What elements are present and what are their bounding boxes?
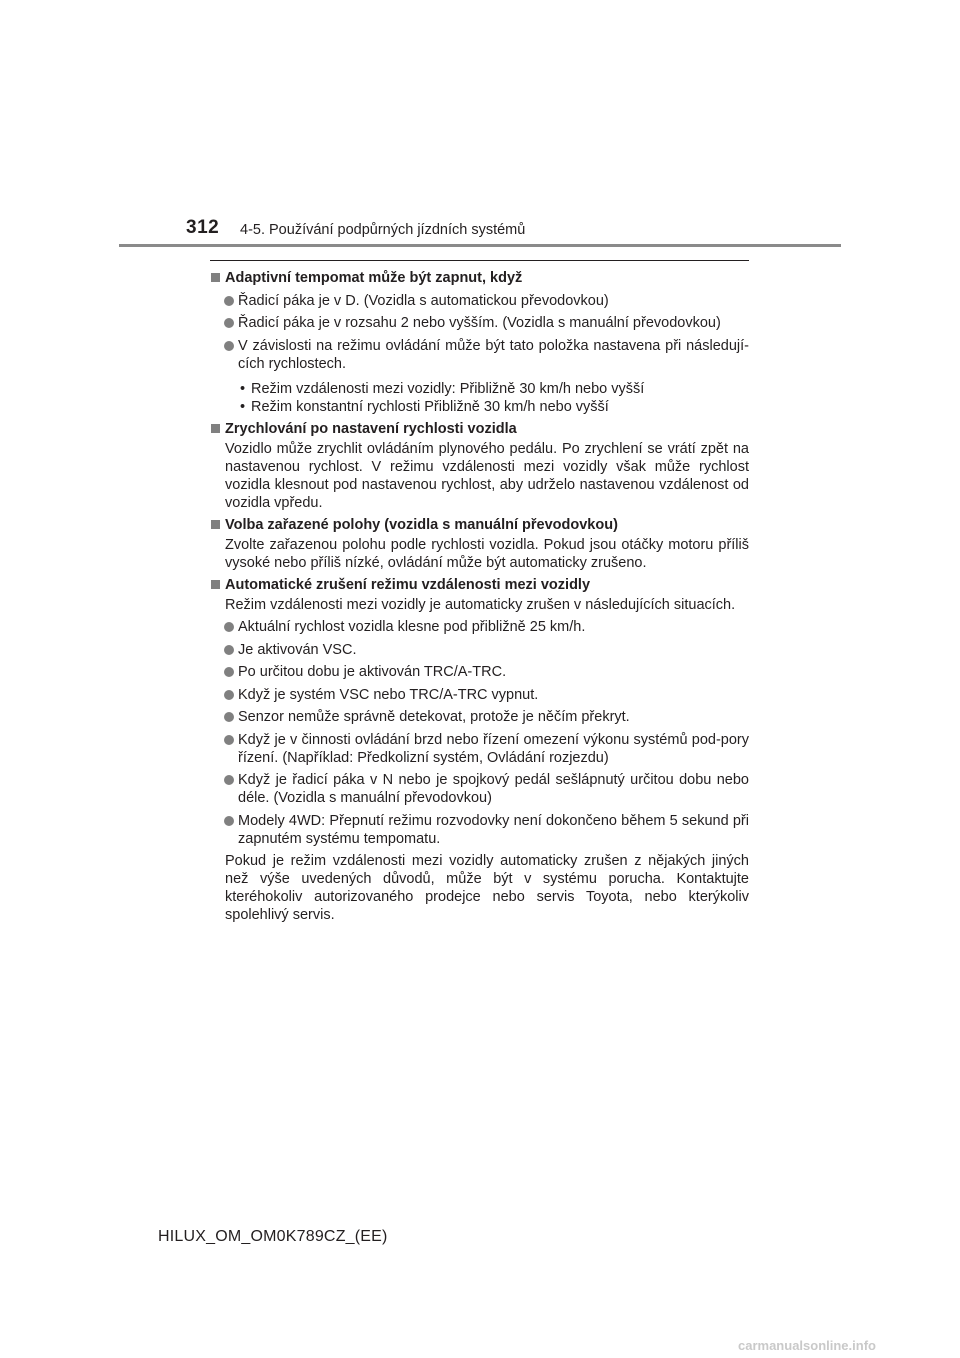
list-item-text: Po určitou dobu je aktivován TRC/A-TRC. <box>238 664 507 680</box>
circle-bullet-icon <box>224 735 234 745</box>
section-heading <box>210 420 749 438</box>
list-item <box>210 771 749 807</box>
circle-bullet-icon <box>224 712 234 722</box>
dot-bullet-icon: • <box>240 398 246 415</box>
section-heading-text: Adaptivní tempomat může být zapnut, když <box>225 270 523 286</box>
sub-list-item-text: Režim konstantní rychlosti Přibližně 30 km/h nebo vyšší <box>251 398 609 415</box>
circle-bullet-icon <box>224 296 234 306</box>
square-bullet-icon <box>211 273 220 282</box>
list-item <box>210 686 749 704</box>
section-paragraph: Režim vzdálenosti mezi vozidly je automaticky zrušen v následujících situacích. <box>225 596 736 613</box>
section-heading <box>210 516 749 534</box>
list-item <box>210 663 749 681</box>
list-item-text: Když je systém VSC nebo TRC/A-TRC vypnut. <box>238 686 539 703</box>
sub-list <box>210 380 749 416</box>
list-item <box>210 618 749 636</box>
square-bullet-icon <box>211 580 220 589</box>
watermark: carmanualsonline.info <box>738 1338 876 1353</box>
list-item <box>210 314 749 332</box>
circle-bullet-icon <box>224 775 234 785</box>
section-heading-text: Automatické zrušení režimu vzdálenosti mezi vozidly <box>225 576 591 593</box>
page-content <box>210 266 749 928</box>
dot-bullet-icon: • <box>240 380 246 397</box>
list-item-text: Je aktivován VSC. <box>238 641 357 658</box>
circle-bullet-icon <box>224 341 234 351</box>
header-rule <box>119 244 841 247</box>
list-item-text: Modely 4WD: Přepnutí režimu rozvodovky není dokončeno během 5 sekund při zapnutém systému tempomatu. <box>238 812 749 847</box>
circle-bullet-icon <box>224 667 234 677</box>
circle-bullet-icon <box>224 645 234 655</box>
sub-list-item <box>210 380 749 398</box>
section-paragraph: Vozidlo může zrychlit ovládáním plynového pedálu. Po zrychlení se vrátí zpět na nastavenou rychlost. V režimu vzdálenosti mezi vozidly však může rychlost vozidla klesnout pod nastavenou rychlost, aby udrželo nastavenou vzdálenost od vozidla vpředu. <box>225 440 749 511</box>
section-heading-text: Zrychlování po nastavení rychlosti vozidla <box>225 420 517 437</box>
list-item-text: V závislosti na režimu ovládání může být tato položka nastavena při následují-cích rychlostech. <box>238 337 749 372</box>
circle-bullet-icon <box>224 690 234 700</box>
list-item-text: Aktuální rychlost vozidla klesne pod přibližně 25 km/h. <box>238 619 586 635</box>
list-item-text: Když je v činnosti ovládání brzd nebo řízení omezení výkonu systémů pod-pory řízení. (Například: Předkolizní systém, Ovládání rozjezdu) <box>238 731 749 766</box>
square-bullet-icon <box>211 520 220 529</box>
section-title: 4-5. Používání podpůrných jízdních systémů <box>240 222 526 238</box>
sub-list-item-text: Režim vzdálenosti mezi vozidly: Přibližně 30 km/h nebo vyšší <box>251 380 645 397</box>
section-heading <box>210 576 749 594</box>
list-item <box>210 641 749 659</box>
circle-bullet-icon <box>224 622 234 632</box>
list-item <box>210 812 749 848</box>
section-heading-text: Volba zařazené polohy (vozidla s manuální převodovkou) <box>225 516 618 533</box>
page-number: 312 <box>186 217 220 238</box>
square-bullet-icon <box>211 424 220 433</box>
document-code: HILUX_OM_OM0K789CZ_(EE) <box>158 1228 388 1245</box>
sub-list-item <box>210 398 749 416</box>
section-heading <box>210 269 749 287</box>
section-paragraph: Zvolte zařazenou polohu podle rychlosti vozidla. Pokud jsou otáčky motoru příliš vysoké nebo příliš nízké, ovládání může být automaticky zrušeno. <box>225 536 749 571</box>
list-item <box>210 731 749 767</box>
closing-paragraph: Pokud je režim vzdálenosti mezi vozidly automaticky zrušen z nějakých jiných než výše uvedených důvodů, může být v systému porucha. Kontaktujte kteréhokoliv autorizovaného prodejce nebo servis Toyota, nebo kterýkoliv spolehlivý servis. <box>225 853 749 923</box>
list-item <box>210 708 749 726</box>
list-item-text: Řadicí páka je v D. (Vozidla s automatickou převodovkou) <box>238 292 609 309</box>
circle-bullet-icon <box>224 318 234 328</box>
list-item <box>210 337 749 373</box>
circle-bullet-icon <box>224 816 234 826</box>
list-item <box>210 292 749 310</box>
list-item-text: Když je řadicí páka v N nebo je spojkový pedál sešlápnutý určitou dobu nebo déle. (Vozidla s manuální převodovkou) <box>238 772 749 806</box>
list-item-text: Řadicí páka je v rozsahu 2 nebo vyšším. (Vozidla s manuální převodovkou) <box>238 315 721 331</box>
list-item-text: Senzor nemůže správně detekovat, protože je něčím překryt. <box>238 709 630 725</box>
content-rule <box>210 260 749 261</box>
